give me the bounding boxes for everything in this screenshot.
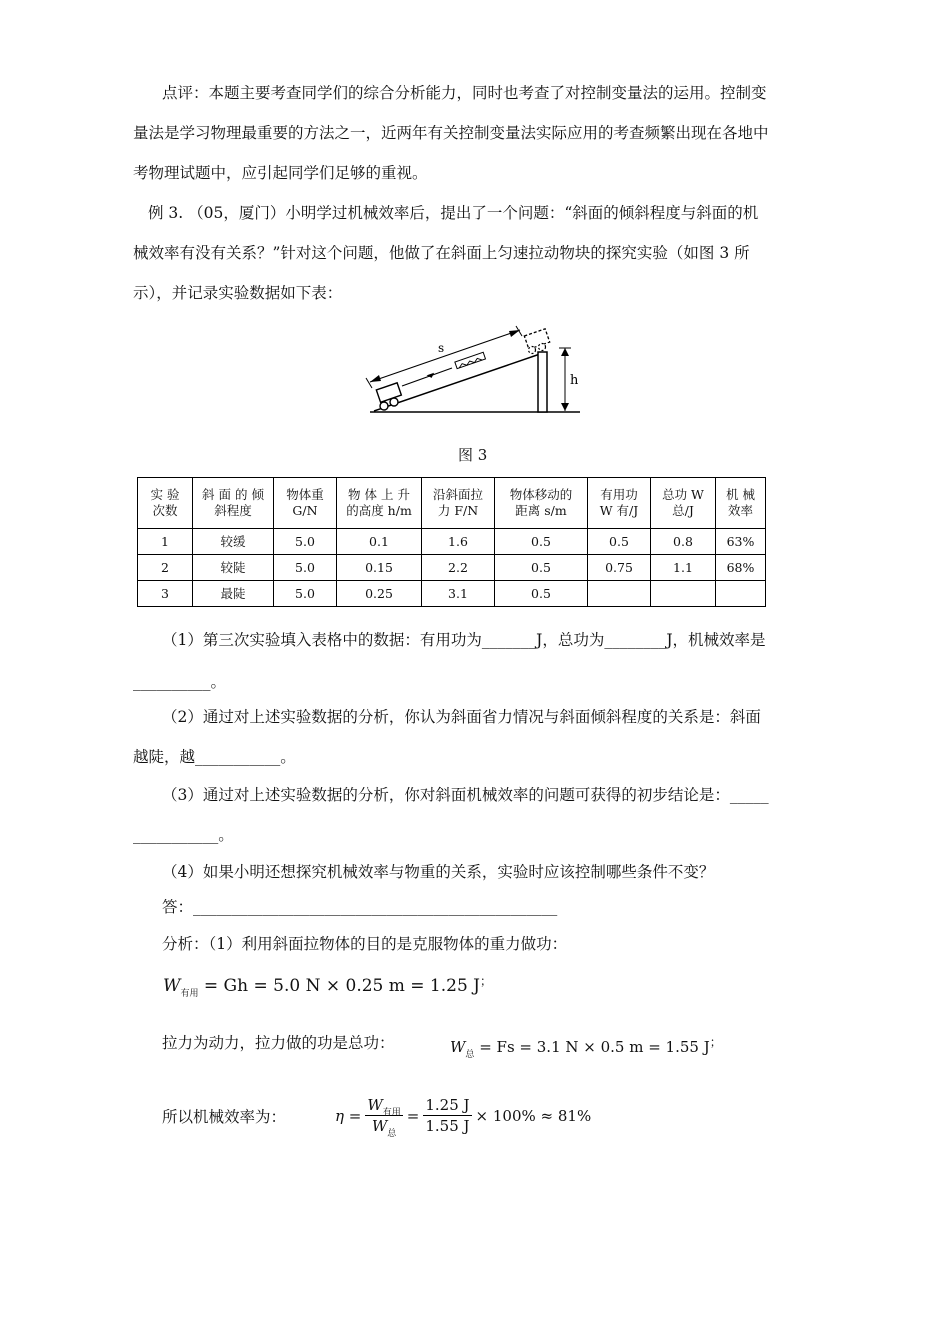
header-cell: 物 体 上 升 的高度 h/m bbox=[337, 478, 422, 529]
cell bbox=[588, 581, 651, 607]
question-4-answer-line: 答：_______________________________________________ bbox=[162, 898, 558, 916]
table-row bbox=[138, 529, 766, 555]
cell: 0.8 bbox=[651, 529, 716, 555]
experiment-table bbox=[137, 477, 766, 607]
equation-total-work: $W_总 = Fs = 3.1$ N × 0.5 m = 1.55 J； bbox=[450, 1035, 722, 1060]
cell: 63% bbox=[716, 529, 766, 555]
cell bbox=[651, 581, 716, 607]
cell: 较缓 bbox=[193, 529, 274, 555]
cell: 1.1 bbox=[651, 555, 716, 581]
cell: 较陡 bbox=[193, 555, 274, 581]
question-3-line-1: （3）通过对上述实验数据的分析，你对斜面机械效率的问题可获得的初步结论是：_____ bbox=[162, 786, 769, 804]
incline-figure bbox=[360, 318, 592, 420]
analysis-line-1: 分析：（1）利用斜面拉物体的目的是克服物体的重力做功： bbox=[162, 935, 568, 953]
cell: 1 bbox=[138, 529, 193, 555]
header-cell: 机 械 效率 bbox=[716, 478, 766, 529]
header-cell: 物体移动的 距离 s/m bbox=[495, 478, 588, 529]
example-line-2: 械效率有没有关系？”针对这个问题，他做了在斜面上匀速拉动物块的探究实验（如图 3 所 bbox=[133, 244, 750, 262]
question-4-line-1: （4）如果小明还想探究机械效率与物重的关系，实验时应该控制哪些条件不变？ bbox=[162, 863, 715, 881]
header-cell: 实 验 次数 bbox=[138, 478, 193, 529]
cell: 0.25 bbox=[337, 581, 422, 607]
cell bbox=[716, 581, 766, 607]
question-2-line-1: （2）通过对上述实验数据的分析，你认为斜面省力情况与斜面倾斜程度的关系是：斜面 bbox=[162, 708, 761, 726]
example-line-1: 例 3. （05，厦门）小明学过机械效率后，提出了一个问题：“斜面的倾斜程度与斜面的机 bbox=[148, 204, 759, 222]
cell: 5.0 bbox=[274, 529, 337, 555]
label-h: h bbox=[570, 373, 579, 388]
comment-line-1: 点评：本题主要考查同学们的综合分析能力，同时也考查了对控制变量法的运用。控制变 bbox=[162, 84, 767, 102]
efficiency-fraction-symbolic: $\frac{W_{有用}}{W_总}$ bbox=[367, 1096, 401, 1139]
cart-top bbox=[524, 329, 549, 354]
cell: 0.1 bbox=[337, 529, 422, 555]
cell: 2 bbox=[138, 555, 193, 581]
header-cell: 斜 面 的 倾 斜程度 bbox=[193, 478, 274, 529]
cell: 0.5 bbox=[495, 555, 588, 581]
table-row bbox=[138, 555, 766, 581]
header-cell: 总功 W 总/J bbox=[651, 478, 716, 529]
cell: 0.5 bbox=[588, 529, 651, 555]
analysis-line-3: 所以机械效率为： bbox=[162, 1108, 287, 1126]
equation-efficiency: η = $\frac{W_{有用}}{W_总}$ = $\frac{1.25 J}{1.55 J}$ × 100% ≈ 81% bbox=[335, 1096, 592, 1139]
comment-line-3: 考物理试题中，应引起同学们足够的重视。 bbox=[133, 164, 428, 182]
table-header-row bbox=[138, 478, 766, 529]
question-2-line-2: 越陡，越___________。 bbox=[133, 748, 296, 766]
cell: 0.15 bbox=[337, 555, 422, 581]
efficiency-fraction-numeric: $\frac{1.25 J}{1.55 J}$ bbox=[425, 1096, 470, 1135]
cell: 最陡 bbox=[193, 581, 274, 607]
question-3-line-2: ___________。 bbox=[133, 826, 234, 844]
cell: 0.75 bbox=[588, 555, 651, 581]
question-1-line-2: __________。 bbox=[133, 673, 227, 691]
header-cell: 物体重 G/N bbox=[274, 478, 337, 529]
cell: 2.2 bbox=[422, 555, 495, 581]
equation-useful-work: $W_{有用} = Gh = 5.0$ N × 0.25 m = 1.25 J； bbox=[163, 974, 493, 999]
cell: 3.1 bbox=[422, 581, 495, 607]
table-row bbox=[138, 581, 766, 607]
cell: 0.5 bbox=[495, 529, 588, 555]
header-cell: 沿斜面拉 力 F/N bbox=[422, 478, 495, 529]
figure-caption: 图 3 bbox=[458, 446, 488, 464]
cell: 5.0 bbox=[274, 581, 337, 607]
cell: 5.0 bbox=[274, 555, 337, 581]
label-s: s bbox=[438, 341, 445, 355]
cell: 3 bbox=[138, 581, 193, 607]
cell: 68% bbox=[716, 555, 766, 581]
cell: 1.6 bbox=[422, 529, 495, 555]
comment-line-2: 量法是学习物理最重要的方法之一，近两年有关控制变量法实际应用的考查频繁出现在各地中 bbox=[133, 124, 769, 142]
question-1-line-1: （1）第三次实验填入表格中的数据：有用功为_______J，总功为________J，机械效率是 bbox=[162, 631, 766, 649]
header-cell: 有用功 W 有/J bbox=[588, 478, 651, 529]
analysis-line-2: 拉力为动力，拉力做的功是总功： bbox=[162, 1034, 395, 1052]
example-line-3: 示），并记录实验数据如下表： bbox=[133, 284, 343, 302]
cell: 0.5 bbox=[495, 581, 588, 607]
